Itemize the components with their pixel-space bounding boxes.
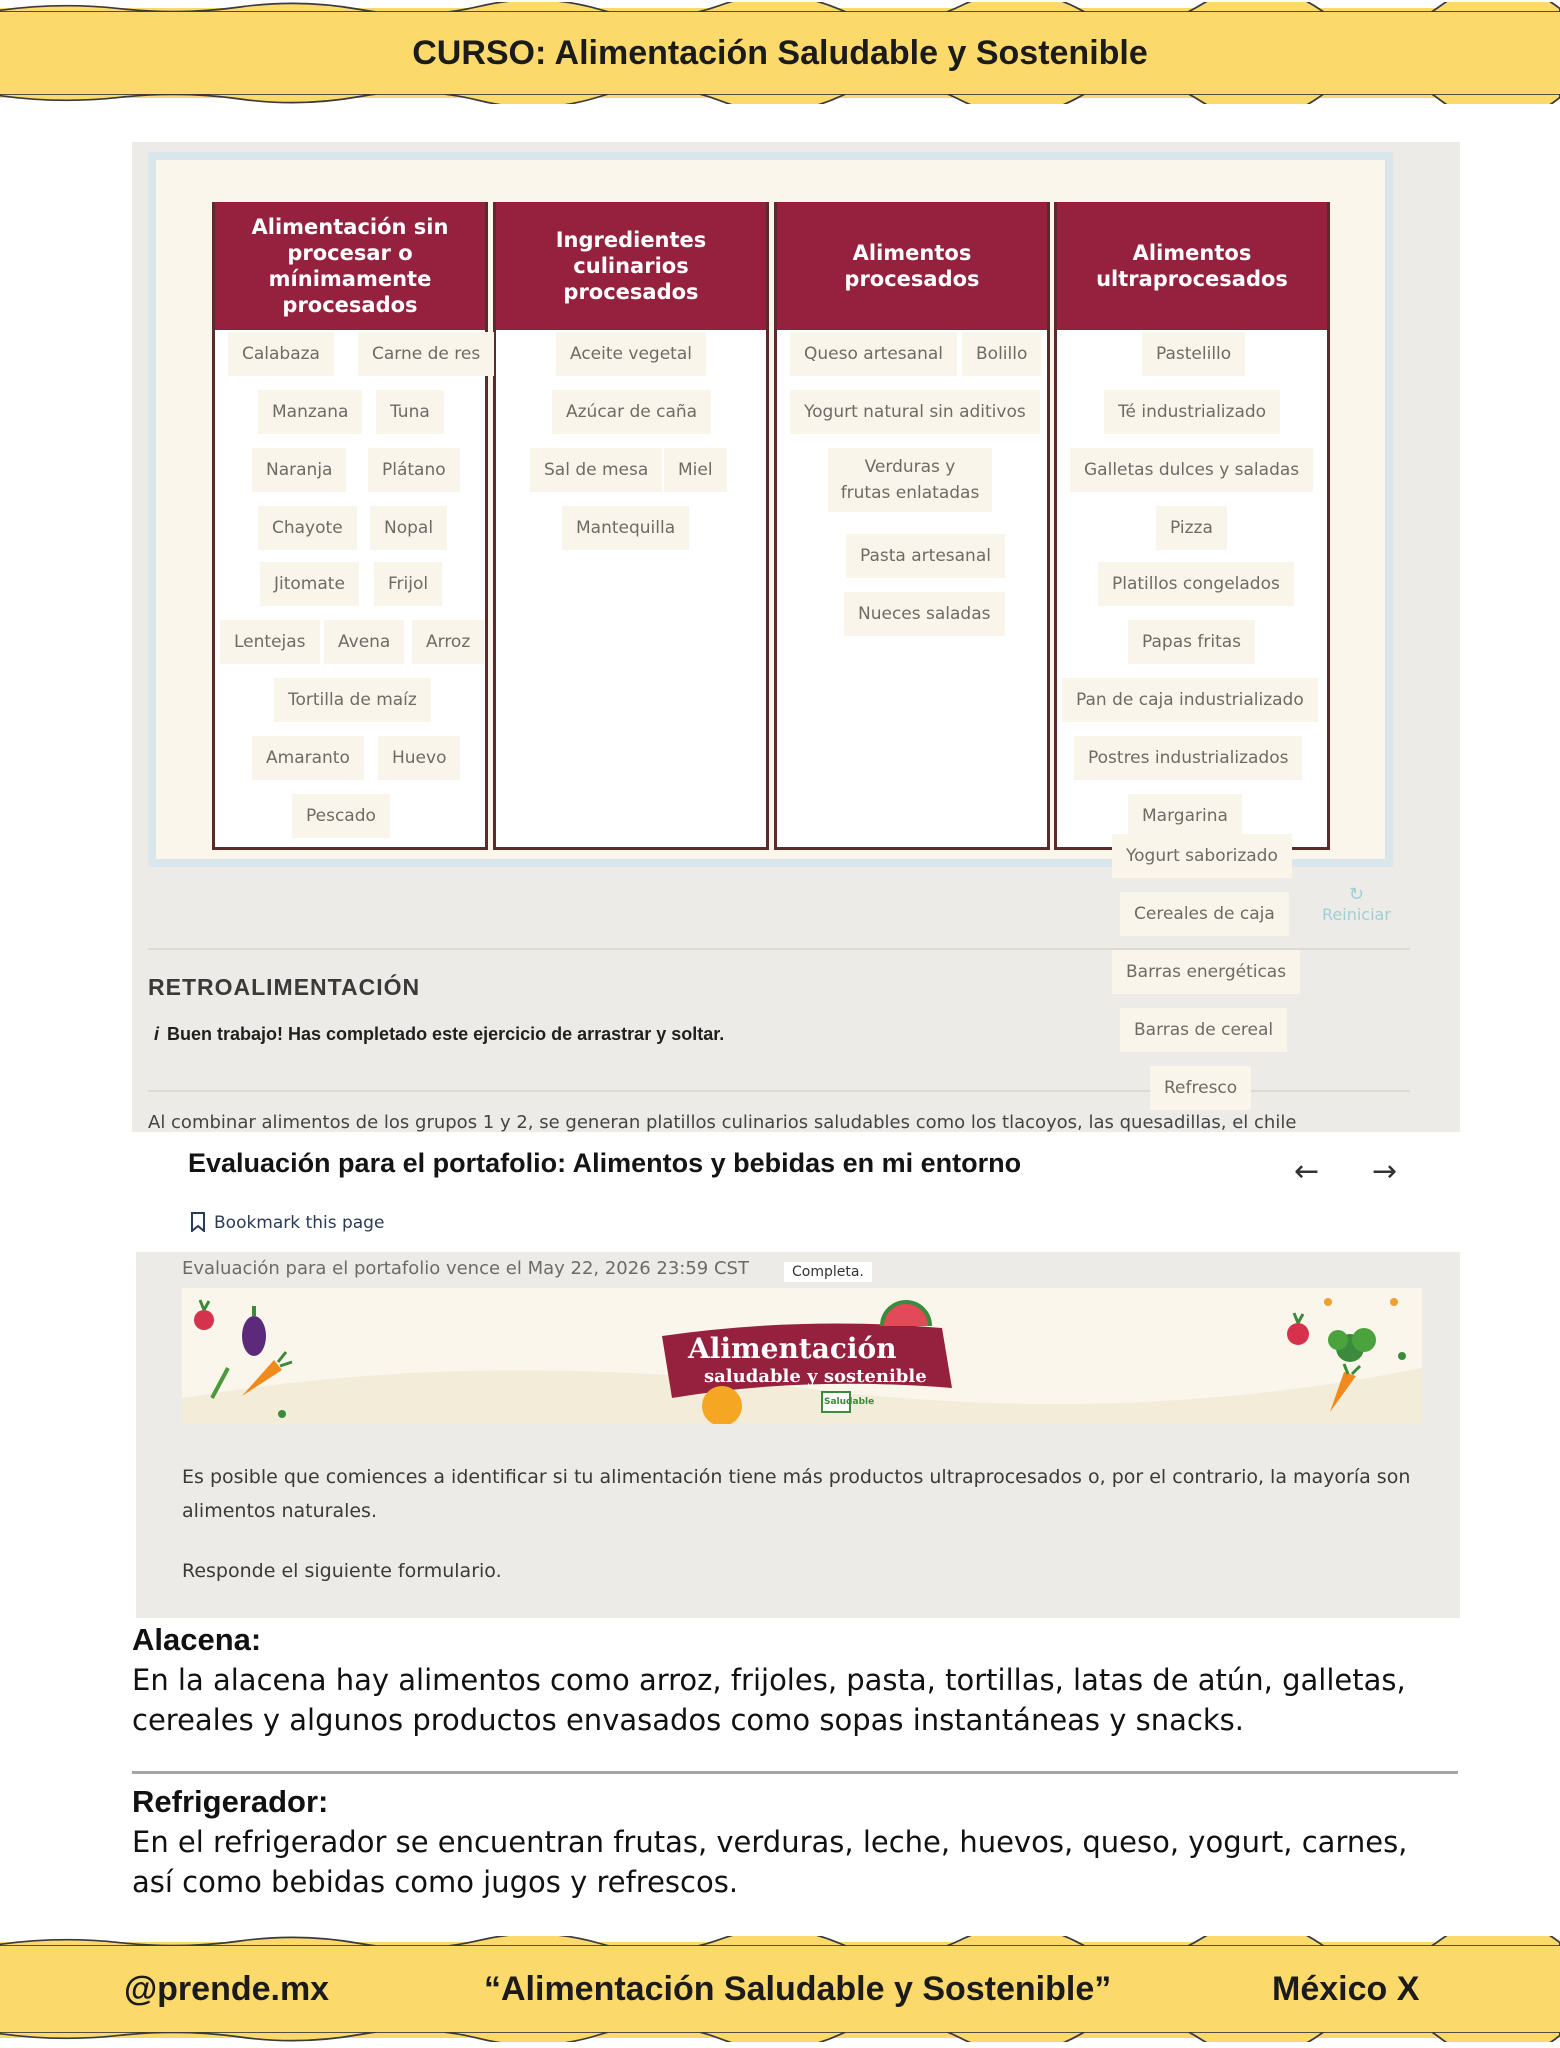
prev-arrow-icon[interactable]: ←: [1294, 1154, 1320, 1189]
bookmark-label: Bookmark this page: [214, 1213, 385, 1233]
wavy-edge-top: [0, 2, 1560, 12]
logo-subtitle: saludable y sostenible: [704, 1366, 927, 1387]
footer-banner: [0, 1942, 1560, 2038]
wavy-edge-bottom: [0, 94, 1560, 104]
food-chip[interactable]: Mantequilla: [562, 506, 689, 550]
portfolio-header: [136, 1132, 1460, 1252]
footer-country: México X: [1272, 1970, 1420, 2008]
food-chip[interactable]: Pastelillo: [1142, 332, 1245, 376]
footer-handle: @prende.mx: [124, 1970, 330, 2008]
food-chip[interactable]: Papas fritas: [1128, 620, 1255, 664]
food-chip[interactable]: Aceite vegetal: [556, 332, 706, 376]
drag-drop-board: [148, 152, 1393, 867]
food-chip[interactable]: Galletas dulces y saladas: [1070, 448, 1313, 492]
wavy-edge-top: [0, 1936, 1560, 1946]
food-chip[interactable]: Jitomate: [260, 562, 359, 606]
food-chip[interactable]: Barras de cereal: [1120, 1008, 1287, 1052]
food-chip[interactable]: Margarina: [1128, 794, 1242, 838]
column-processed[interactable]: [774, 202, 1050, 850]
column-header: Alimentos procesados: [777, 202, 1047, 330]
reset-label: Reiniciar: [1322, 905, 1391, 924]
course-title: CURSO: Alimentación Saludable y Sostenible: [412, 34, 1148, 72]
due-date: Evaluación para el portafolio vence el May 22, 2026 23:59 CST: [182, 1258, 749, 1279]
food-chip[interactable]: Yogurt natural sin aditivos: [790, 390, 1040, 434]
food-chip[interactable]: Plátano: [368, 448, 460, 492]
fridge-text: En el refrigerador se encuentran frutas, verduras, leche, huevos, queso, yogurt, carnes, así como bebidas como jugos y refrescos.: [132, 1825, 1408, 1899]
feedback-message-row: [154, 1024, 724, 1045]
divider: [132, 1771, 1458, 1774]
portfolio-body: [136, 1252, 1460, 1618]
logo-small-text: Saludable: [824, 1397, 875, 1407]
food-chip[interactable]: Tortilla de maíz: [274, 678, 431, 722]
food-chip[interactable]: Arroz: [412, 620, 484, 664]
food-chip[interactable]: Chayote: [258, 506, 357, 550]
food-chip[interactable]: Pan de caja industrializado: [1062, 678, 1318, 722]
info-icon: i: [154, 1024, 160, 1044]
food-chip[interactable]: Pescado: [292, 794, 390, 838]
bookmark-icon: [190, 1212, 206, 1232]
column-header: Alimentación sin procesar o mínimamente procesados: [215, 202, 485, 330]
reset-button[interactable]: [1322, 884, 1391, 924]
feedback-truncated-text: Al combinar alimentos de los grupos 1 y 2, se generan platillos culinarios saludables como los tlacoyos, las quesadillas, el chile: [148, 1112, 1297, 1132]
food-chip[interactable]: Pizza: [1156, 506, 1227, 550]
food-chip[interactable]: Calabaza: [228, 332, 334, 376]
food-chip[interactable]: Cereales de caja: [1120, 892, 1289, 936]
feedback-message: Buen trabajo! Has completado este ejercicio de arrastrar y soltar.: [167, 1024, 725, 1044]
footer-course: “Alimentación Saludable y Sostenible”: [484, 1970, 1112, 2008]
course-hero-banner: [182, 1288, 1422, 1424]
food-chip[interactable]: Tuna: [376, 390, 444, 434]
portfolio-paragraph: Es posible que comiences a identificar si tu alimentación tiene más productos ultraprocesados o, por el contrario, la mayoría son alimentos naturales.: [182, 1466, 1411, 1522]
food-chip[interactable]: Sal de mesa: [530, 448, 662, 492]
wavy-edge-bottom: [0, 2032, 1560, 2042]
food-chip[interactable]: Nopal: [370, 506, 447, 550]
food-chip[interactable]: Azúcar de caña: [552, 390, 711, 434]
food-chip[interactable]: Manzana: [258, 390, 362, 434]
food-chip[interactable]: Nueces saladas: [844, 592, 1005, 636]
food-chip[interactable]: Frijol: [374, 562, 442, 606]
bookmark-link[interactable]: [190, 1212, 384, 1233]
food-chip[interactable]: Té industrializado: [1104, 390, 1280, 434]
fridge-title: Refrigerador:: [132, 1784, 329, 1819]
refresh-icon: ↻: [1348, 884, 1364, 905]
portfolio-instruction: Responde el siguiente formulario.: [182, 1560, 502, 1582]
food-chip[interactable]: Huevo: [378, 736, 460, 780]
food-chip[interactable]: Lentejas: [220, 620, 320, 664]
food-chip[interactable]: Platillos congelados: [1098, 562, 1294, 606]
food-chip[interactable]: Barras energéticas: [1112, 950, 1300, 994]
food-chip[interactable]: Bolillo: [962, 332, 1041, 376]
food-chip[interactable]: Avena: [324, 620, 404, 664]
activity-screenshot: [132, 142, 1460, 1132]
food-chip[interactable]: Queso artesanal: [790, 332, 957, 376]
food-chip[interactable]: Pasta artesanal: [846, 534, 1005, 578]
column-header: Alimentos ultraprocesados: [1057, 202, 1327, 330]
next-arrow-icon[interactable]: →: [1372, 1154, 1398, 1189]
pantry-title: Alacena:: [132, 1622, 262, 1657]
food-chip[interactable]: Yogurt saborizado: [1112, 834, 1292, 878]
header-banner: [0, 8, 1560, 98]
food-chip[interactable]: Refresco: [1150, 1066, 1251, 1110]
logo-title: Alimentación: [688, 1332, 897, 1365]
feedback-title: RETROALIMENTACIÓN: [148, 974, 421, 1000]
column-header: Ingredientes culinarios procesados: [496, 202, 766, 330]
food-chip[interactable]: Carne de res: [358, 332, 494, 376]
food-chip[interactable]: Amaranto: [252, 736, 364, 780]
food-chip[interactable]: Naranja: [252, 448, 346, 492]
divider: [148, 948, 1410, 950]
status-badge: Completa.: [784, 1262, 872, 1282]
portfolio-title: Evaluación para el portafolio: Alimentos y bebidas en mi entorno: [188, 1148, 1022, 1178]
pantry-text: En la alacena hay alimentos como arroz, frijoles, pasta, tortillas, latas de atún, galletas, cereales y algunos productos envasados como sopas instantáneas y snacks.: [132, 1663, 1406, 1737]
food-chip[interactable]: Postres industrializados: [1074, 736, 1302, 780]
food-chip[interactable]: Verduras y frutas enlatadas: [828, 448, 992, 512]
food-chip[interactable]: Miel: [664, 448, 727, 492]
